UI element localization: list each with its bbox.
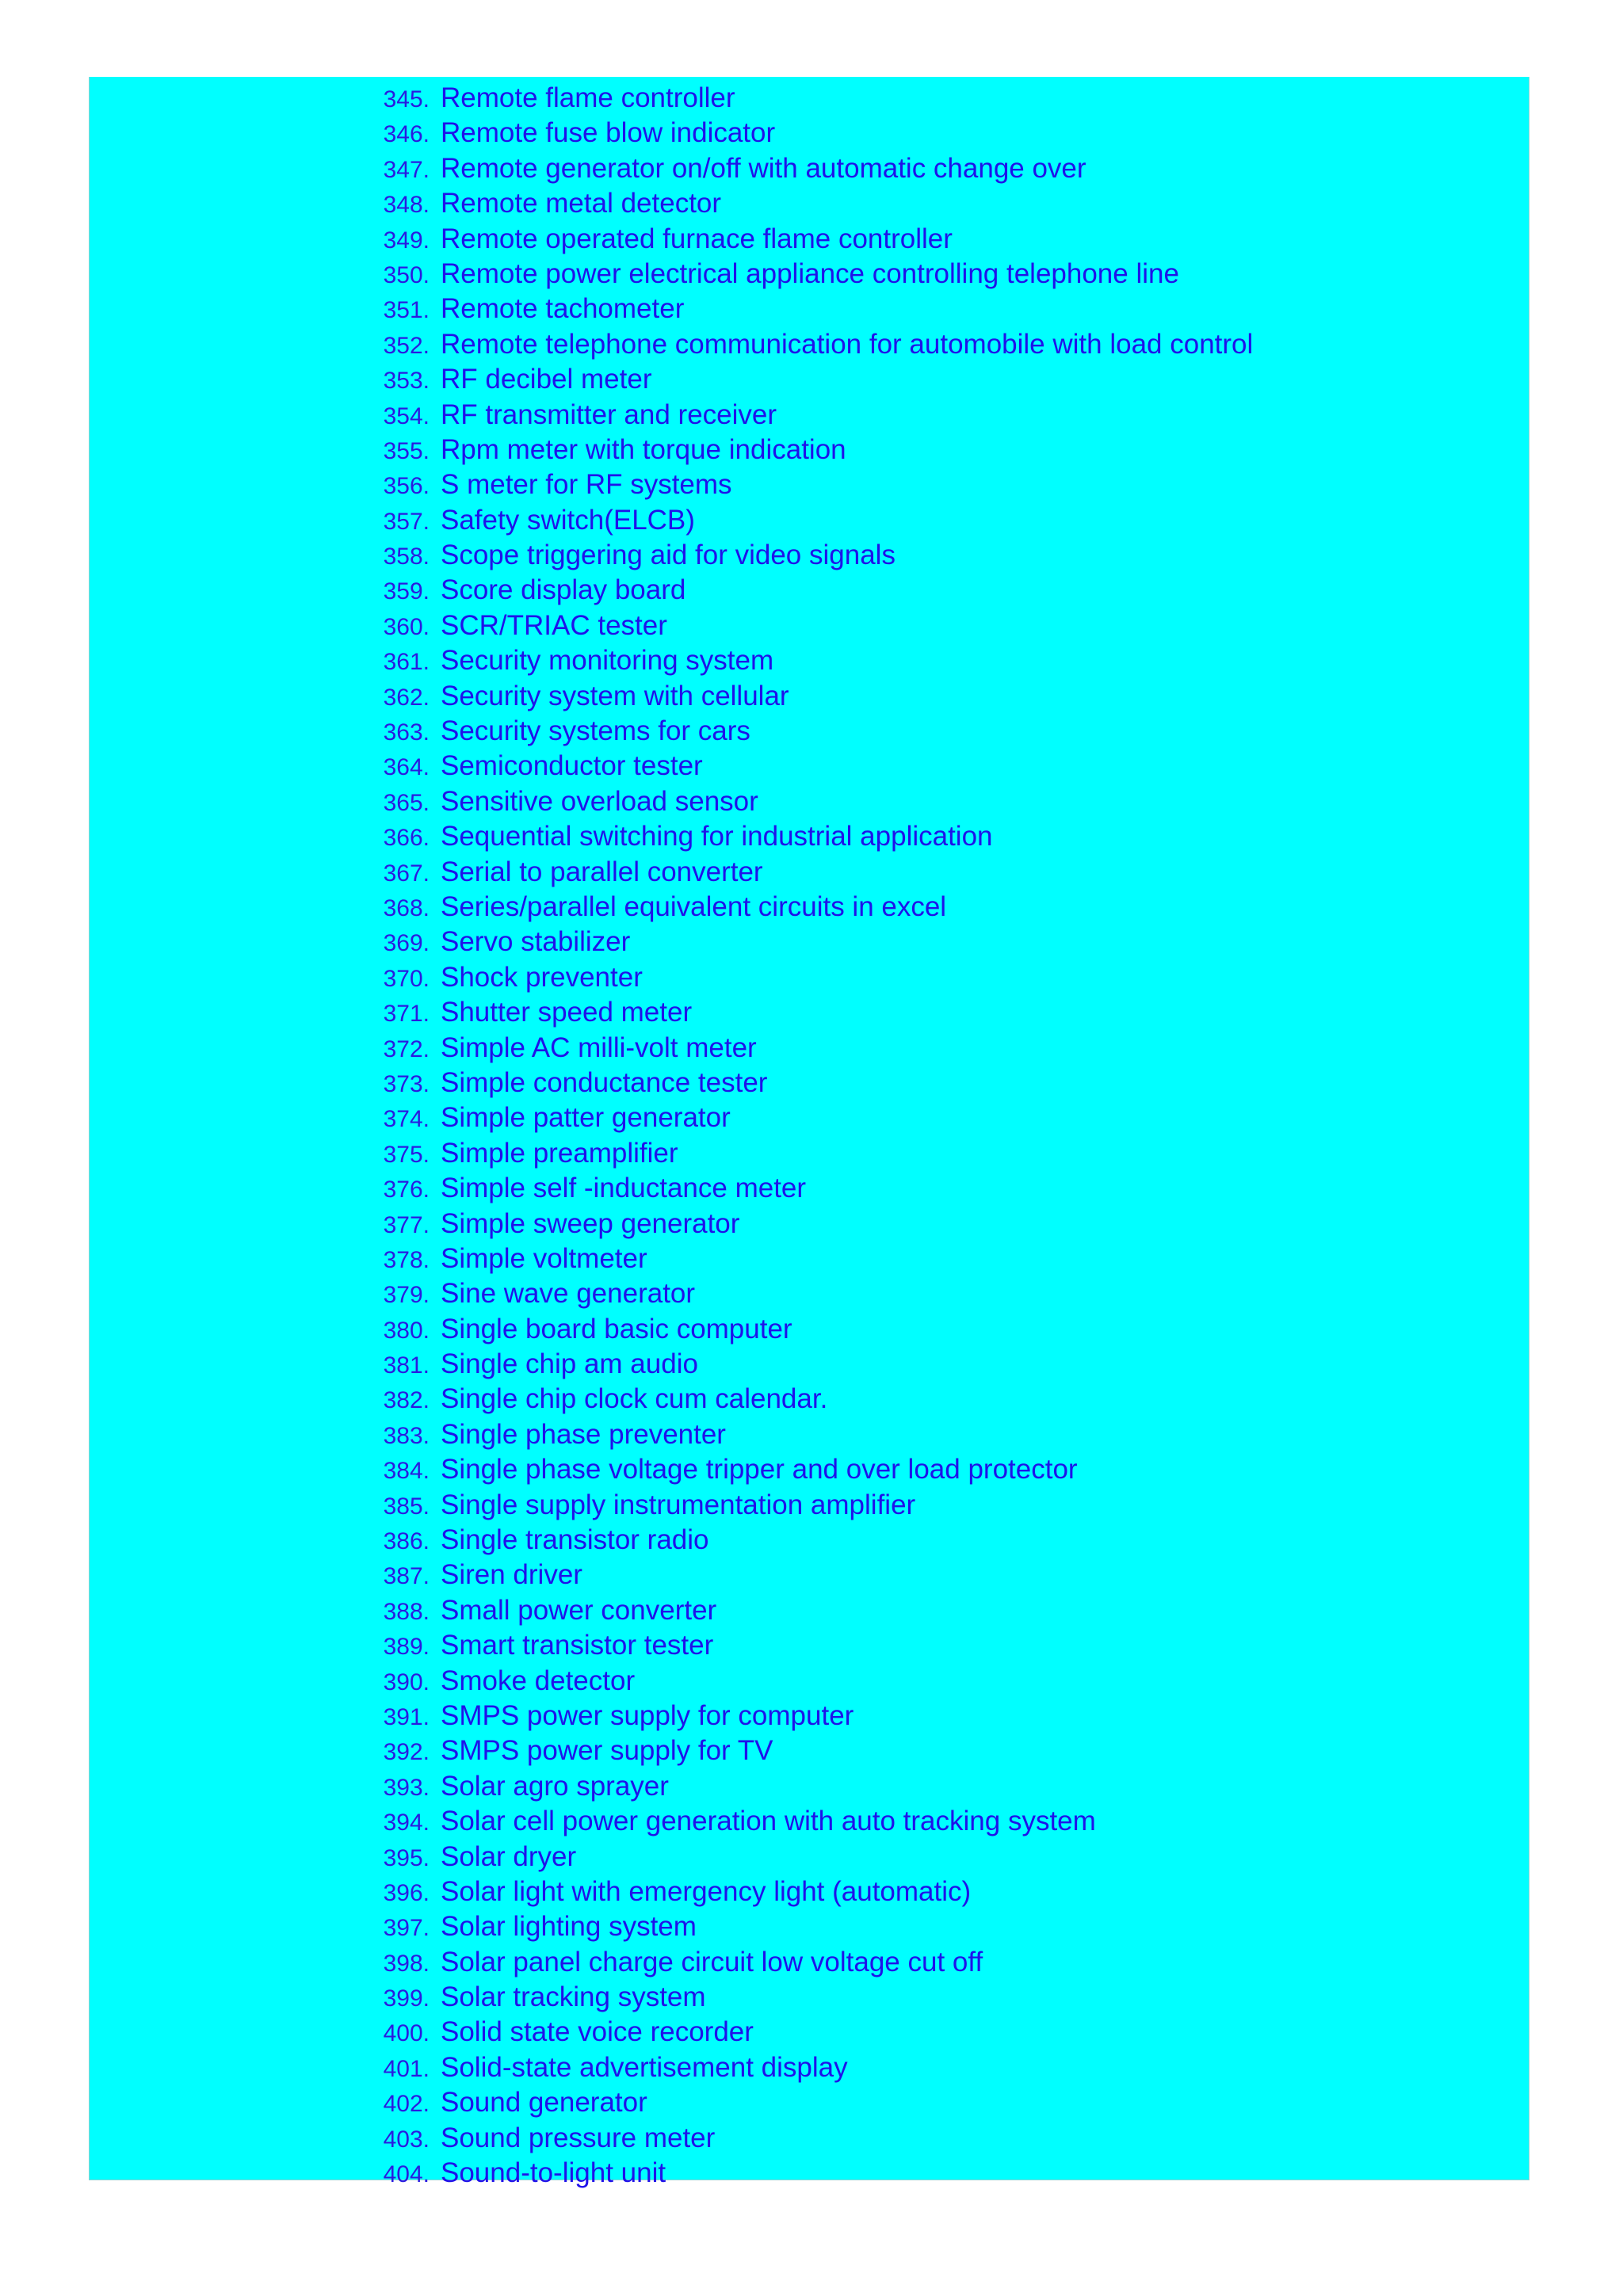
item-title: Simple conductance tester [441,1066,768,1098]
item-number: 373. [383,1070,430,1097]
item-number: 371. [383,1001,430,1028]
item-number: 355. [383,437,430,464]
item-title: Single supply instrumentation amplifier [441,1489,916,1520]
list-item [90,926,1253,961]
list-item [90,2087,1253,2122]
list-item [90,1806,1253,1840]
list-item [90,1489,1253,1524]
item-number: 361. [383,649,430,676]
item-title: SMPS power supply for computer [441,1699,854,1731]
list-item [90,1981,1253,2016]
item-title: Shock preventer [441,961,643,993]
list-item [90,1735,1253,1770]
item-title: Single chip am audio [441,1348,698,1380]
item-title: Serial to parallel converter [441,856,763,887]
item-title: Smart transistor tester [441,1630,714,1661]
list-item [90,364,1253,399]
item-number: 367. [383,860,430,887]
list-item [90,1138,1253,1173]
item-title: Solar lighting system [441,1911,697,1943]
item-title: Solar light with emergency light (automatic) [441,1875,972,1907]
item-title: Remote tachometer [441,293,685,325]
item-number: 352. [383,332,430,359]
item-title: Remote power electrical appliance controlling telephone line [441,257,1179,289]
list-item [90,1876,1253,1911]
item-title: Security systems for cars [441,715,750,747]
list-item [90,293,1253,328]
item-number: 395. [383,1844,430,1871]
item-title: Simple voltmeter [441,1242,647,1274]
list-item [90,681,1253,715]
list-item [90,1102,1253,1137]
list-item [90,786,1253,821]
item-title: Remote operated furnace flame controller [441,223,953,254]
item-number: 383. [383,1422,430,1449]
item-title: SMPS power supply for TV [441,1735,773,1767]
item-title: Semiconductor tester [441,750,703,782]
list-item [90,1348,1253,1383]
list-item [90,1419,1253,1454]
item-number: 401. [383,2055,430,2082]
item-title: Solar panel charge circuit low voltage cut off [441,1946,983,1978]
list-item [90,2122,1253,2157]
list-item [90,574,1253,609]
item-number: 351. [383,297,430,324]
item-number: 384. [383,1458,430,1485]
item-title: Servo stabilizer [441,926,631,958]
item-title: Sensitive overload sensor [441,785,758,817]
item-title: Solar dryer [441,1840,577,1872]
item-title: RF decibel meter [441,364,652,395]
item-title: Small power converter [441,1594,717,1626]
item-title: Single phase preventer [441,1418,726,1450]
item-title: Sine wave generator [441,1278,696,1310]
item-title: Simple sweep generator [441,1207,740,1239]
list-item [90,1700,1253,1735]
list-item [90,1524,1253,1559]
item-number: 347. [383,156,430,183]
item-title: Security monitoring system [441,645,774,677]
item-number: 368. [383,894,430,921]
item-title: Simple AC milli-volt meter [441,1032,757,1063]
item-number: 388. [383,1598,430,1625]
item-number: 370. [383,965,430,992]
item-number: 397. [383,1915,430,1942]
list-item [90,1771,1253,1806]
item-number: 369. [383,930,430,957]
item-number: 363. [383,719,430,746]
list-item [90,117,1253,152]
item-title: Remote telephone communication for automobile with load control [441,328,1254,360]
list-item [90,1947,1253,1981]
item-title: RF transmitter and receiver [441,399,777,430]
project-list [90,82,1253,2192]
item-title: Simple patter generator [441,1102,731,1134]
item-number: 396. [383,1879,430,1906]
list-item [90,962,1253,997]
item-number: 379. [383,1282,430,1309]
list-item [90,399,1253,434]
item-number: 350. [383,261,430,288]
item-title: Solar cell power generation with auto tracking system [441,1806,1096,1837]
item-number: 357. [383,508,430,535]
item-title: Remote flame controller [441,82,735,113]
item-title: Simple self -inductance meter [441,1173,807,1204]
list-item [90,2157,1253,2192]
list-item [90,1665,1253,1700]
list-item [90,2052,1253,2087]
item-number: 353. [383,368,430,395]
item-number: 390. [383,1669,430,1695]
item-number: 364. [383,754,430,781]
list-item [90,610,1253,645]
item-number: 382. [383,1387,430,1414]
item-title: Sound-to-light unit [441,2157,666,2189]
item-number: 398. [383,1950,430,1977]
list-item [90,1841,1253,1876]
list-item [90,188,1253,223]
list-item [90,1630,1253,1665]
project-list-panel [89,77,1529,2189]
item-number: 403. [383,2126,430,2153]
list-item [90,645,1253,680]
item-number: 345. [383,86,430,113]
list-item [90,1559,1253,1594]
item-number: 400. [383,2020,430,2047]
list-item [90,540,1253,574]
item-title: Score display board [441,574,686,606]
list-item [90,997,1253,1032]
list-item [90,1243,1253,1278]
list-item [90,2016,1253,2051]
item-title: Solar agro sprayer [441,1770,669,1802]
item-title: S meter for RF systems [441,469,732,501]
item-title: Security system with cellular [441,680,789,711]
item-number: 392. [383,1739,430,1766]
item-number: 387. [383,1563,430,1590]
item-number: 346. [383,121,430,148]
list-item [90,329,1253,364]
list-item [90,1173,1253,1207]
item-title: Shutter speed meter [441,997,693,1028]
list-item [90,153,1253,188]
list-item [90,715,1253,750]
list-item [90,750,1253,785]
item-title: Single phase voltage tripper and over load protector [441,1454,1078,1486]
list-item [90,258,1253,293]
list-item [90,856,1253,891]
item-number: 356. [383,473,430,500]
item-number: 348. [383,192,430,219]
item-title: Solid state voice recorder [441,2016,754,2048]
item-title: Safety switch(ELCB) [441,504,695,536]
item-title: Scope triggering aid for video signals [441,540,896,571]
item-title: Single transistor radio [441,1524,709,1556]
list-item [90,1032,1253,1067]
list-item [90,1595,1253,1630]
item-number: 360. [383,613,430,640]
list-item [90,469,1253,504]
item-number: 358. [383,543,430,570]
item-number: 381. [383,1352,430,1379]
item-number: 394. [383,1810,430,1836]
list-item [90,821,1253,856]
list-item [90,1278,1253,1313]
item-title: SCR/TRIAC tester [441,609,667,641]
item-number: 366. [383,825,430,852]
list-item [90,891,1253,926]
item-title: Solid-state advertisement display [441,2051,848,2083]
list-item [90,1911,1253,1946]
list-item [90,1208,1253,1243]
item-title: Sound pressure meter [441,2122,716,2153]
list-item [90,434,1253,469]
item-title: Sound generator [441,2087,647,2119]
item-title: Rpm meter with torque indication [441,433,846,465]
item-number: 385. [383,1493,430,1520]
item-number: 372. [383,1035,430,1062]
item-number: 359. [383,578,430,605]
item-number: 391. [383,1703,430,1730]
item-number: 393. [383,1774,430,1801]
item-number: 389. [383,1634,430,1661]
item-number: 380. [383,1317,430,1344]
item-title: Sequential switching for industrial application [441,821,993,852]
list-item [90,1383,1253,1418]
item-title: Simple preamplifier [441,1137,678,1169]
item-number: 404. [383,2161,430,2188]
item-number: 378. [383,1246,430,1273]
item-title: Remote generator on/off with automatic change over [441,152,1086,184]
list-item [90,1067,1253,1102]
list-item [90,223,1253,258]
list-item [90,1454,1253,1489]
item-number: 365. [383,789,430,816]
list-item [90,505,1253,540]
item-number: 374. [383,1106,430,1133]
item-number: 349. [383,227,430,254]
item-title: Series/parallel equivalent circuits in excel [441,891,947,922]
item-number: 377. [383,1211,430,1238]
item-title: Single board basic computer [441,1313,792,1344]
item-title: Solar tracking system [441,1981,706,2013]
item-number: 354. [383,402,430,429]
item-title: Remote fuse blow indicator [441,117,776,149]
item-number: 375. [383,1141,430,1168]
item-title: Siren driver [441,1559,582,1591]
item-number: 376. [383,1177,430,1203]
item-number: 399. [383,1985,430,2012]
item-title: Smoke detector [441,1665,636,1696]
item-number: 402. [383,2091,430,2118]
list-item [90,82,1253,117]
item-number: 362. [383,684,430,711]
item-title: Single chip clock cum calendar. [441,1383,828,1415]
item-title: Remote metal detector [441,188,722,219]
item-number: 386. [383,1528,430,1555]
list-item [90,1314,1253,1348]
